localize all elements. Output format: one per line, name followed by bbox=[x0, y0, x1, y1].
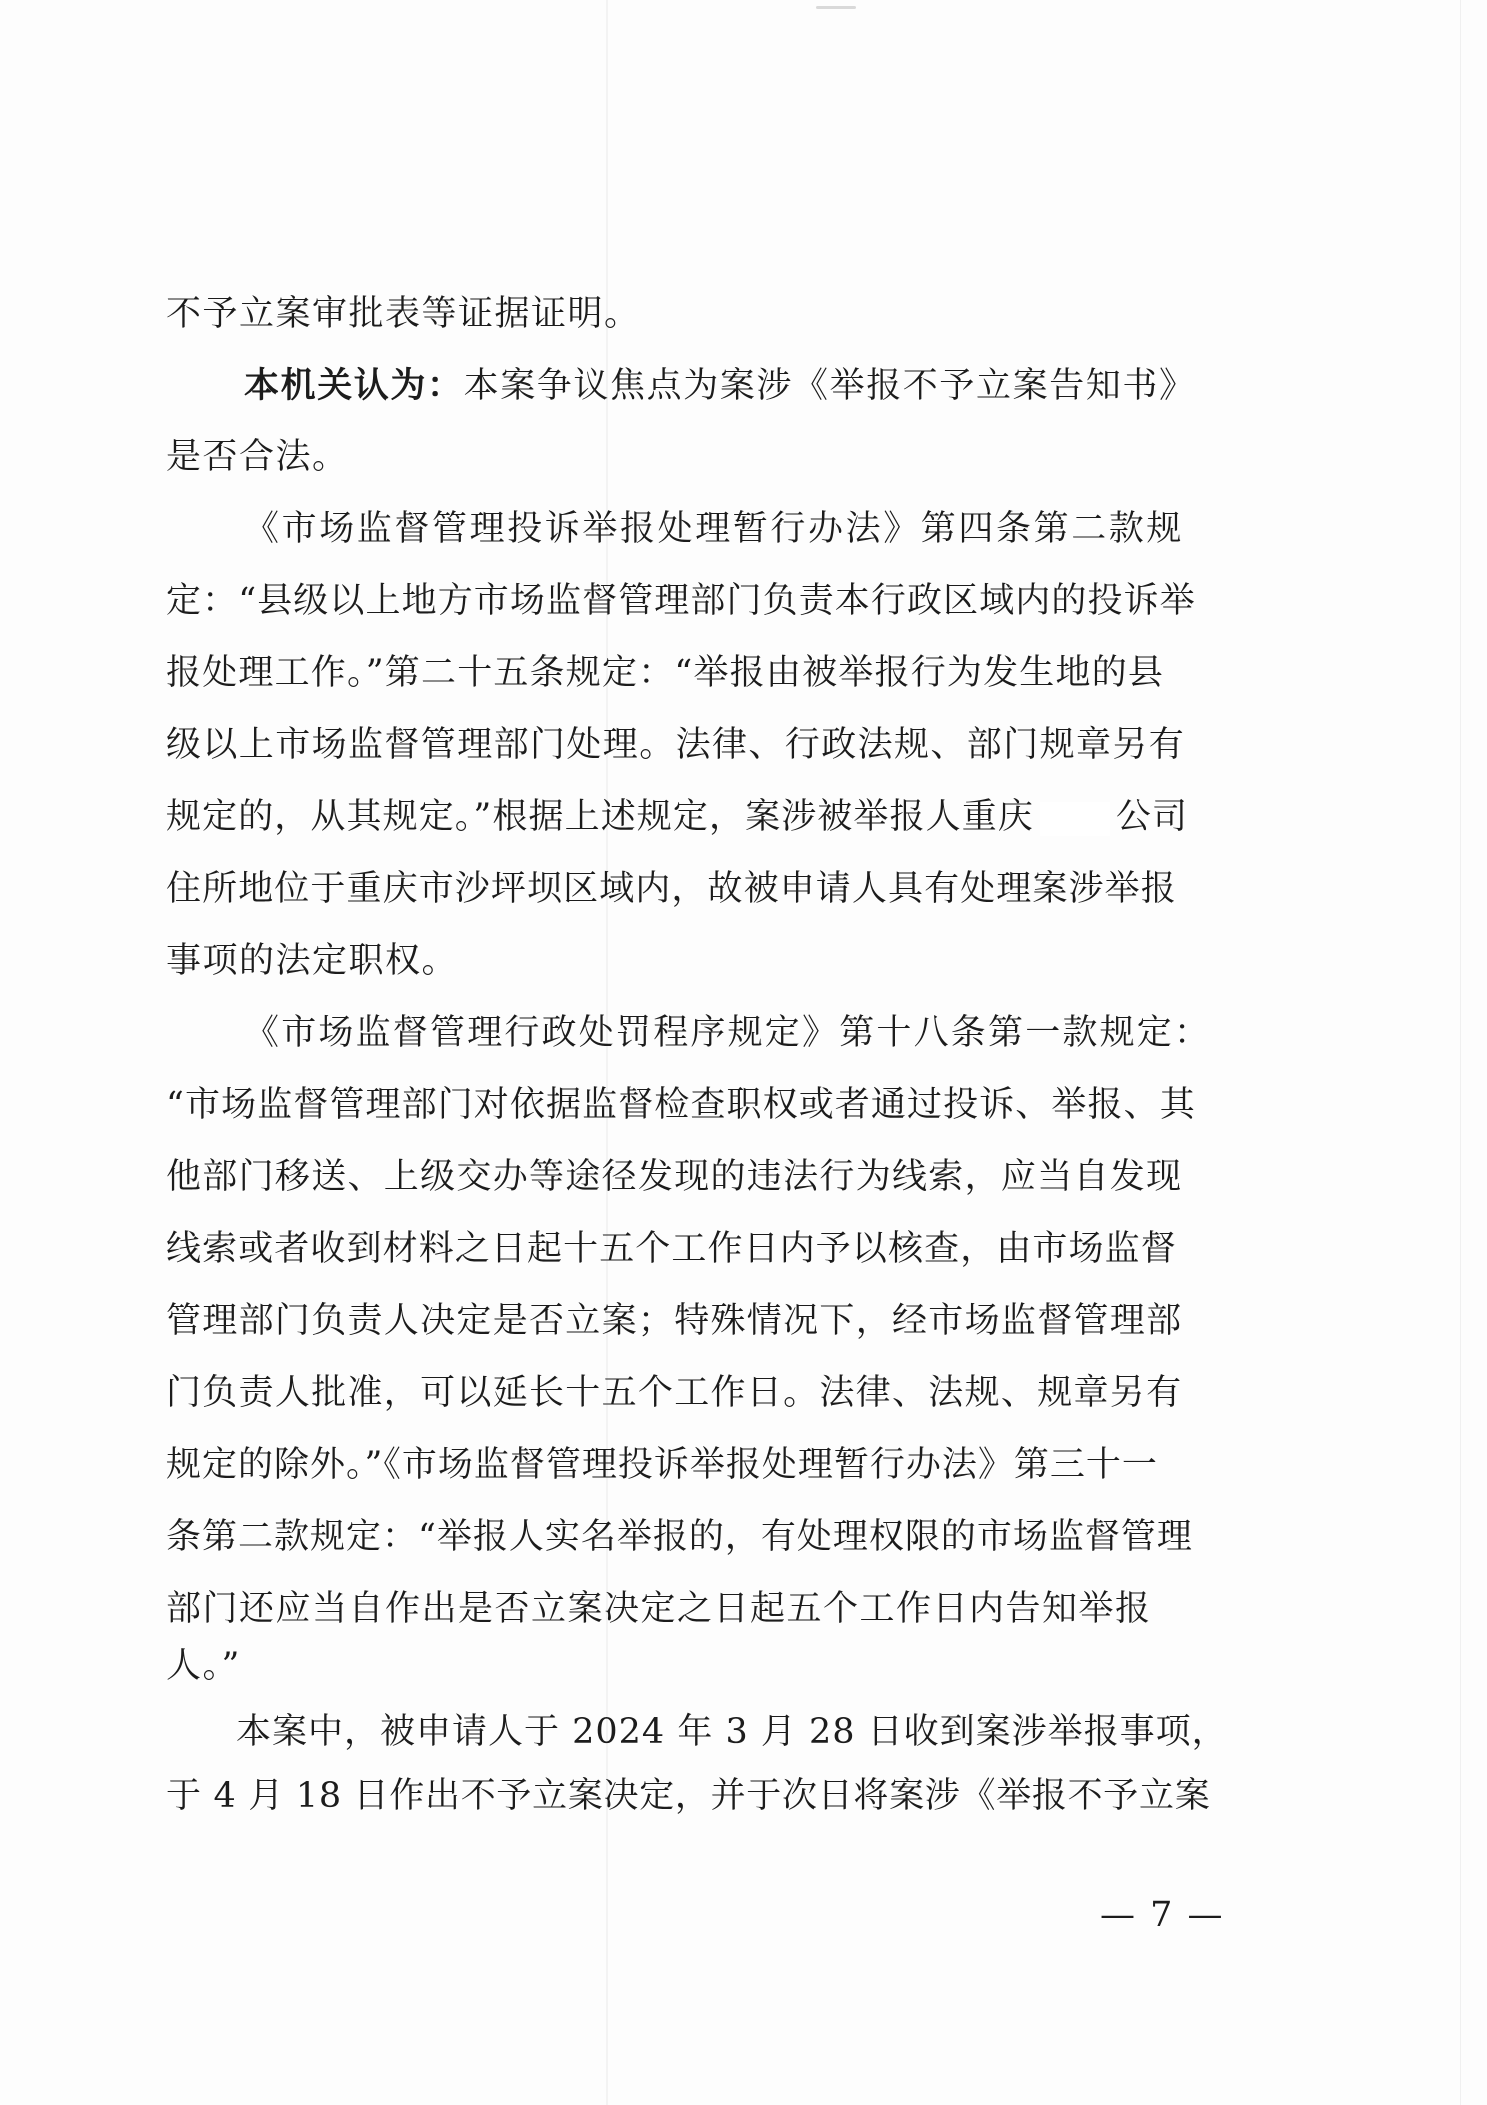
line-text: 管理部门负责人决定是否立案；特殊情况下，经市场监督管理部 bbox=[166, 1301, 1183, 1341]
body-line bbox=[166, 1225, 1177, 1273]
body-line bbox=[166, 1081, 1196, 1129]
body-line bbox=[166, 1585, 1152, 1633]
body-line bbox=[166, 1369, 1182, 1417]
line-text: 他部门移送、上级交办等途径发现的违法行为线索，应当自发现 bbox=[166, 1157, 1183, 1197]
body-line bbox=[166, 649, 1164, 697]
body-line bbox=[166, 1153, 1182, 1201]
line-text: “市场监督管理部门对依据监督检查职权或者通过投诉、举报、其 bbox=[166, 1085, 1196, 1125]
line-text: 规定的除外。”《市场监督管理投诉举报处理暂行办法》第三十一 bbox=[166, 1445, 1158, 1485]
body-line bbox=[244, 1009, 1211, 1057]
bold-lead: 本机关认为： bbox=[244, 366, 464, 406]
page-number: — 7 — bbox=[1100, 1895, 1225, 1935]
body-line bbox=[166, 1513, 1193, 1561]
body-line bbox=[166, 793, 1188, 841]
line-text: 级以上市场监督管理部门处理。法律、行政法规、部门规章另有 bbox=[166, 725, 1186, 765]
body-line bbox=[166, 290, 641, 338]
line-text: 报处理工作。”第二十五条规定：“举报由被举报行为发生地的县 bbox=[166, 653, 1165, 693]
scan-artifact-speck bbox=[816, 6, 856, 9]
line-text: 事项的法定职权。 bbox=[166, 941, 459, 981]
line-text: 《市场监督管理行政处罚程序规定》第十八条第一款规定： bbox=[244, 1013, 1212, 1053]
body-line bbox=[166, 721, 1185, 769]
body-line bbox=[166, 937, 458, 985]
line-text: 住所地位于重庆市沙坪坝区域内，故被申请人具有处理案涉举报 bbox=[166, 869, 1177, 909]
body-line bbox=[166, 1642, 241, 1690]
line-text: 定：“县级以上地方市场监督管理部门负责本行政区域内的投诉举 bbox=[166, 581, 1196, 621]
body-line bbox=[166, 865, 1177, 913]
line-text: 不予立案审批表等证据证明。 bbox=[166, 294, 641, 334]
line-text: 部门还应当自作出是否立案决定之日起五个工作日内告知举报 bbox=[166, 1589, 1152, 1629]
line-text: 是否合法。 bbox=[166, 437, 349, 477]
redaction-block bbox=[1040, 802, 1110, 836]
line-text-after-redaction: 公司 bbox=[1115, 797, 1189, 837]
body-line bbox=[166, 1772, 1210, 1820]
line-text: 本案争议焦点为案涉《举报不予立案告知书》 bbox=[463, 366, 1196, 406]
line-text: 人。” bbox=[166, 1646, 241, 1686]
body-line bbox=[166, 577, 1196, 625]
line-text: 《市场监督管理投诉举报处理暂行办法》第四条第二款规 bbox=[244, 509, 1185, 549]
line-text: 线索或者收到材料之日起十五个工作日内予以核查，由市场监督 bbox=[166, 1229, 1177, 1269]
body-line bbox=[244, 362, 1196, 410]
line-text: 于 4 月 18 日作出不予立案决定，并于次日将案涉《举报不予立案 bbox=[166, 1776, 1211, 1816]
scan-artifact-line bbox=[1460, 0, 1461, 2105]
body-line bbox=[166, 433, 349, 481]
line-text: 条第二款规定：“举报人实名举报的，有处理权限的市场监督管理 bbox=[166, 1517, 1193, 1557]
line-text: 规定的，从其规定。”根据上述规定，案涉被举报人重庆 bbox=[166, 797, 1034, 837]
line-text: 本案中，被申请人于 2024 年 3 月 28 日收到案涉举报事项， bbox=[236, 1712, 1228, 1752]
body-line bbox=[166, 1441, 1158, 1489]
body-line bbox=[166, 1297, 1182, 1345]
body-line bbox=[244, 505, 1184, 553]
line-text: 门负责人批准，可以延长十五个工作日。法律、法规、规章另有 bbox=[166, 1373, 1183, 1413]
body-line bbox=[236, 1708, 1228, 1756]
